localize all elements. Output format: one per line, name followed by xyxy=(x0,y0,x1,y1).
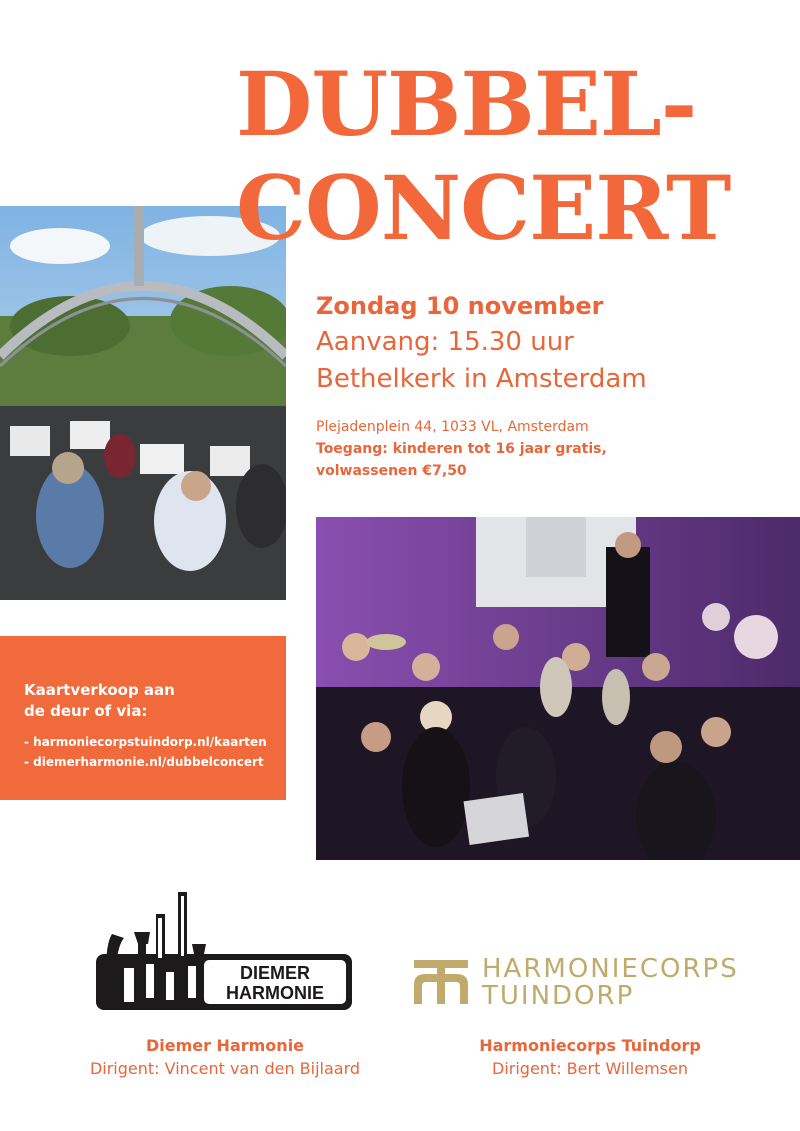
orchestra-name: Harmoniecorps Tuindorp xyxy=(479,1036,701,1055)
diemer-logo-word-1: DIEMER xyxy=(239,963,311,983)
venue-address: Plejadenplein 44, 1033 VL, Amsterdam xyxy=(316,419,589,435)
title-line-1: DUBBEL- xyxy=(236,52,697,156)
ticket-link-harmoniecorps[interactable]: - harmoniecorpstuindorp.nl/kaarten xyxy=(24,735,267,749)
ticket-link-diemerharmonie[interactable]: - diemerharmonie.nl/dubbelconcert xyxy=(24,755,264,769)
ticket-heading-line-2: de deur of via: xyxy=(24,702,148,720)
event-info xyxy=(316,416,800,482)
ticket-sales-box xyxy=(0,636,286,800)
entry-line-1: Toegang: kinderen tot 16 jaar gratis, xyxy=(316,441,607,457)
indoor-concert-photo xyxy=(316,517,800,860)
diemer-harmonie-logo xyxy=(94,886,356,1014)
event-start-time: Aanvang: 15.30 uur xyxy=(316,327,574,357)
event-details xyxy=(316,288,800,398)
ticket-heading-line-1: Kaartverkoop aan xyxy=(24,681,175,699)
harmoniecorps-logo-word-1: HARMONIECORPS xyxy=(482,954,739,984)
event-venue: Bethelkerk in Amsterdam xyxy=(316,364,647,394)
title-line-2: CONCERT xyxy=(236,156,731,260)
harmoniecorps-mark-icon xyxy=(412,958,470,1006)
diemer-logo-word-2: HARMONIE xyxy=(226,983,324,1003)
event-date: Zondag 10 november xyxy=(316,292,604,320)
entry-line-2: volwassenen €7,50 xyxy=(316,463,467,479)
outdoor-concert-photo xyxy=(0,206,286,600)
concert-title xyxy=(236,52,796,260)
orchestra-conductor: Dirigent: Vincent van den Bijlaard xyxy=(89,1059,361,1078)
ticket-links xyxy=(24,732,286,772)
harmoniecorps-tuindorp-caption xyxy=(430,1034,750,1080)
diemer-harmonie-caption xyxy=(60,1034,390,1080)
harmoniecorps-logo-word-2: TUINDORP xyxy=(482,981,635,1011)
harmoniecorps-logo-words xyxy=(482,956,739,1010)
harmoniecorps-tuindorp-logo xyxy=(412,956,752,1012)
orchestra-name: Diemer Harmonie xyxy=(145,1036,305,1055)
orchestra-conductor: Dirigent: Bert Willemsen xyxy=(492,1059,688,1078)
